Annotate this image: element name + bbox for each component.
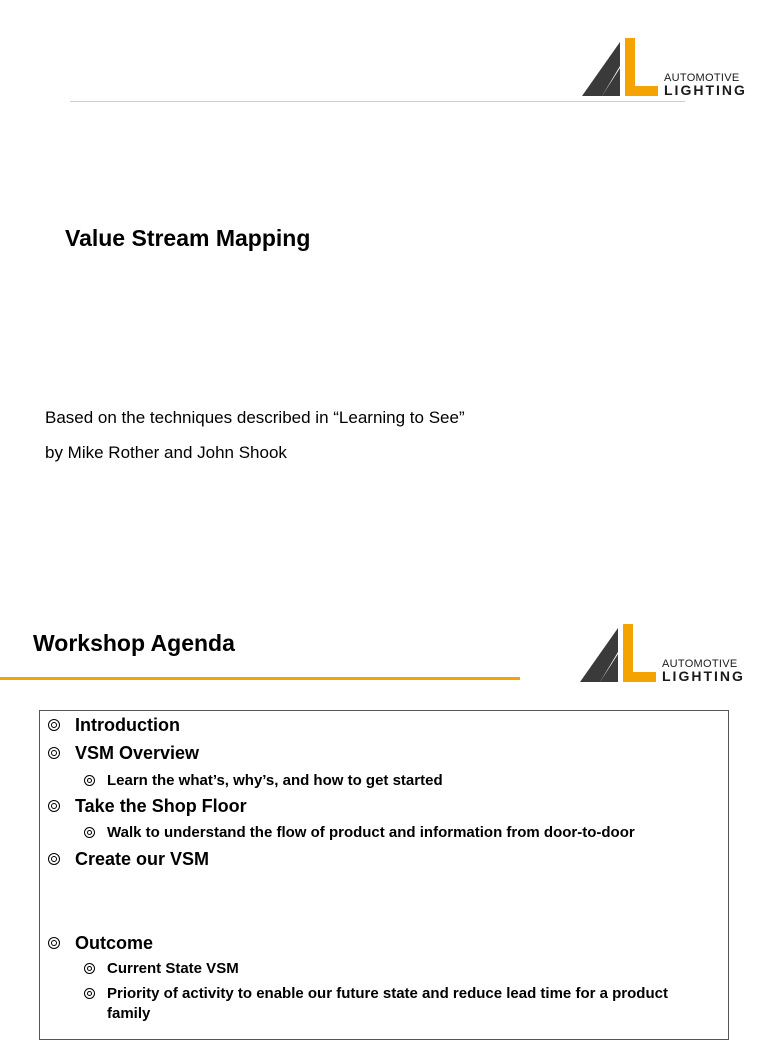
bullet-icon (84, 988, 95, 999)
logo-text-bottom: LIGHTING (664, 82, 747, 98)
bullet-icon (48, 719, 60, 731)
bullet-icon (84, 827, 95, 838)
bullet-icon (48, 853, 60, 865)
automotive-lighting-logo (580, 38, 747, 103)
slide-title: Value Stream Mapping (65, 225, 311, 251)
agenda-slide (0, 600, 768, 1024)
agenda-subitem: Learn the what’s, why’s, and how to get started (84, 771, 443, 791)
agenda-item: Create our VSM (48, 849, 209, 870)
automotive-lighting-logo (578, 624, 745, 689)
agenda-subitem: Walk to understand the flow of product and information from door-to-door (84, 823, 635, 843)
logo-text-top: AUTOMOTIVE (662, 658, 738, 670)
agenda-subitem: Priority of activity to enable our future state and reduce lead time for a product family (84, 984, 684, 1024)
bullet-icon (48, 937, 60, 949)
agenda-subitem: Current State VSM (84, 959, 239, 979)
logo-text-top: AUTOMOTIVE (664, 72, 740, 84)
subtitle-line-2: by Mike Rother and John Shook (45, 443, 287, 462)
logo-text-bottom: LIGHTING (662, 668, 745, 684)
bullet-icon (48, 747, 60, 759)
bullet-icon (84, 775, 95, 786)
al-logo-icon (580, 38, 660, 98)
agenda-item: VSM Overview (48, 743, 199, 764)
agenda-title: Workshop Agenda (33, 630, 235, 656)
agenda-item: Outcome (48, 933, 153, 954)
agenda-item: Take the Shop Floor (48, 796, 247, 817)
bullet-icon (84, 963, 95, 974)
bullet-icon (48, 800, 60, 812)
agenda-box (39, 710, 729, 1040)
header-rule (70, 101, 685, 102)
header-rule (0, 677, 520, 680)
subtitle-line-1: Based on the techniques described in “Learning to See” (45, 408, 465, 427)
al-logo-icon (578, 624, 658, 684)
agenda-item: Introduction (48, 715, 180, 736)
